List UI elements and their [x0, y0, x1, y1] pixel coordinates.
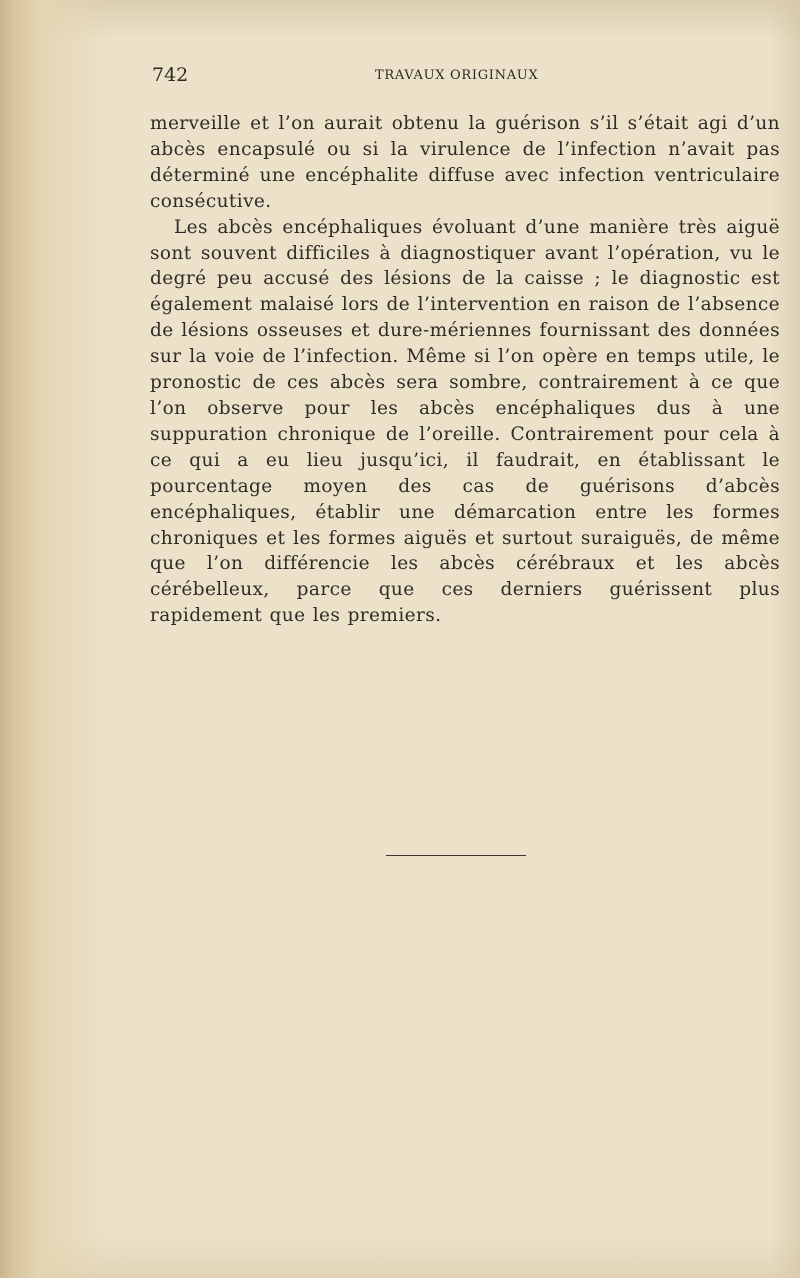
section-end-rule	[386, 855, 526, 856]
paragraph-abces-encephaliques: Les abcès encéphaliques évoluant d’une manière très aiguë sont souvent difficiles à diagnostiquer avant l’opération, vu le degré peu accusé des lésions de la caisse ; le diagnostic est également malaisé lors de l’intervention en raison de l’absence de lésions osseuses et dure-mériennes fournissant des données sur la voie de l’infection. Même si l’on opère en temps utile, le pronostic de ces abcès sera sombre, contrairement à ce que l’on observe pour les abcès encéphaliques dus à une suppuration chronique de l’oreille. Contrairement pour cela à ce qui a eu lieu jusqu’ici, il faudrait, en établissant le pourcentage moyen des cas de guérisons d’abcès encéphaliques, établir une démarcation entre les formes chroniques et les formes aiguës et surtout suraiguës, de même que l’on différencie les abcès cérébraux et les abcès cérébelleux, parce que ces derniers guérissent plus rapidement que les premiers.	[150, 216, 780, 627]
running-head: TRAVAUX ORIGINAUX	[375, 68, 539, 83]
page-number: 742	[152, 64, 189, 86]
body-text	[150, 111, 780, 629]
paragraph-continuation: merveille et l’on aurait obtenu la guérison s’il s’était agi d’un abcès encapsulé ou si la virulence de l’infection n’avait pas déterminé une encéphalite diffuse avec infection ventriculaire consécutive.	[150, 113, 780, 212]
